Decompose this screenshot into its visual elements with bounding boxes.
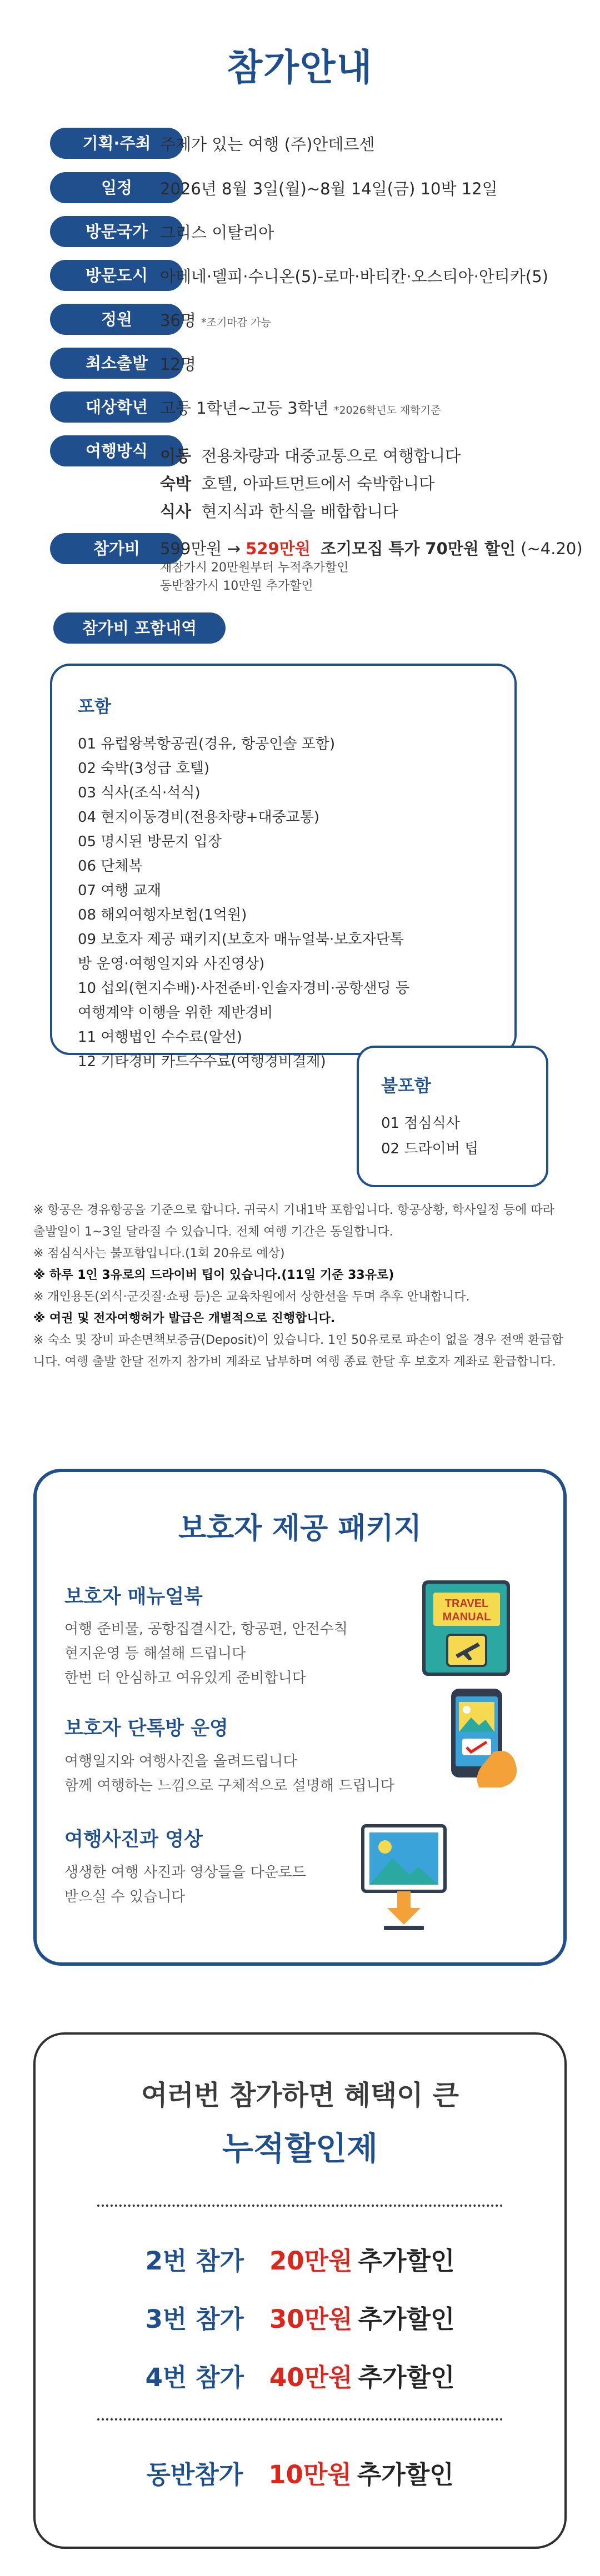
value-min-departure: 12명: [160, 355, 196, 374]
travel-manual-book-icon: [417, 1576, 517, 1679]
discount-row-tail: 추가할인: [357, 2460, 454, 2489]
label-schedule: 일정: [50, 172, 183, 203]
fee-promo: 조기모집 특가 70만원 할인: [321, 539, 516, 558]
note-pocket-money: ※ 개인용돈(외식·군것질·쇼핑 등)은 교육차원에서 상한선을 두며 추후 안내합니다.: [33, 1290, 470, 1304]
list-item: 05 명시된 방문지 입장: [78, 833, 222, 850]
list-item: 03 식사(조식·석식): [78, 785, 201, 801]
capacity-note: *조기마감 가능: [201, 317, 271, 329]
list-item: 12 기타경비 카드수수료(여행경비결제): [78, 1053, 326, 1070]
smartphone-chat-icon: [440, 1685, 523, 1791]
discount-row-tail: 추가할인: [358, 2363, 455, 2392]
package-text-manual: [64, 1617, 348, 1690]
mode-move-key: 이동: [160, 446, 192, 465]
discount-row-tail: 추가할인: [358, 2304, 455, 2334]
discount-row: [0, 2241, 600, 2277]
fee-sub-repeat: 재참가시 20만원부터 누적추가할인: [160, 561, 349, 575]
excluded-title: 불포함: [381, 1076, 431, 1096]
label-capacity: 정원: [50, 304, 183, 335]
text-line: 현지운영 등 해설해 드립니다: [64, 1645, 246, 1662]
grade-note: *2026학년도 재학기준: [333, 404, 441, 416]
discount-row-label: 3번 참가: [145, 2304, 244, 2334]
discount-row-label: 2번 참가: [145, 2246, 244, 2276]
fee-arrow: →: [227, 539, 241, 558]
package-heading-manual: 보호자 매뉴얼북: [64, 1586, 203, 1608]
mode-move-value: 전용차량과 대중교통으로 여행합니다: [201, 446, 461, 465]
discount-row: [0, 2299, 600, 2335]
list-item: 02 드라이버 팁: [381, 1141, 479, 1157]
discount-row-label: 동반참가: [146, 2460, 243, 2489]
discount-row-amount: 10만원: [268, 2460, 352, 2489]
label-organizer: 기획·주최: [50, 128, 183, 159]
label-country: 방문국가: [50, 216, 183, 247]
discount-row-label: 4번 참가: [145, 2363, 244, 2392]
divider: [97, 2418, 503, 2421]
fee-sub-companion: 동반참가시 10만원 추가할인: [160, 579, 313, 594]
value-grade: [160, 398, 441, 418]
discount-row-amount: 20만원: [269, 2246, 353, 2276]
fee-new-price: 529만원: [246, 539, 311, 558]
list-item: 08 해외여행자보험(1억원): [78, 907, 247, 923]
package-title: 보호자 제공 패키지: [178, 1512, 422, 1545]
list-item: 04 현지이동경비(전용차량+대중교통): [78, 809, 320, 826]
list-item: 01 점심식사: [381, 1115, 460, 1132]
divider: [97, 2205, 503, 2207]
fee-promo-period: (~4.20): [521, 539, 583, 558]
list-item: 09 보호자 제공 패키지(보호자 매뉴얼북·보호자단톡방 운영·여행일지와 사진영상): [78, 931, 404, 972]
value-fee: [160, 539, 583, 595]
note-passport: ※ 여권 및 전자여행허가 발급은 개별적으로 진행합니다.: [33, 1312, 336, 1325]
label-fee: 참가비: [50, 533, 183, 564]
package-text-photos: [64, 1860, 306, 1909]
value-country: 그리스 이탈리아: [160, 223, 274, 242]
list-item: 07 여행 교재: [78, 882, 162, 899]
text-line: 여행일지와 여행사진을 올려드립니다: [64, 1753, 297, 1770]
mode-stay-key: 숙박: [160, 474, 192, 493]
value-schedule: 2026년 8월 3일(월)~8월 14일(금) 10박 12일: [160, 179, 498, 198]
text-line: 여행 준비물, 공항집결시간, 항공편, 안전수칙: [64, 1621, 348, 1638]
grade-text: 고등 1학년~고등 3학년: [160, 399, 329, 418]
package-heading-chat: 보호자 단톡방 운영: [64, 1718, 228, 1740]
list-item: 06 단체복: [78, 858, 143, 875]
label-min-departure: 최소출발: [50, 348, 183, 379]
included-list: [78, 732, 500, 1074]
manual-icon-text-1: TRAVEL: [444, 1598, 489, 1610]
package-text-chat: [64, 1749, 394, 1798]
value-capacity: [160, 310, 271, 330]
text-line: 한번 더 안심하고 여유있게 준비합니다: [64, 1670, 306, 1686]
label-travel-mode: 여행방식: [50, 435, 183, 466]
discount-row-amount: 30만원: [269, 2304, 353, 2334]
value-travel-mode: [160, 442, 461, 525]
notes: [33, 1199, 567, 1373]
photo-download-icon: [358, 1821, 450, 1932]
manual-icon-text-2: MANUAL: [442, 1611, 491, 1623]
discount-title-2: 누적할인제: [222, 2130, 378, 2167]
excluded-list: [381, 1111, 478, 1162]
list-item: 02 숙박(3성급 호텔): [78, 760, 210, 777]
package-heading-photos: 여행사진과 영상: [64, 1829, 203, 1851]
note-deposit: ※ 숙소 및 장비 파손면책보증금(Deposit)이 있습니다. 1인 50유로로 파손이 없을 경우 전액 환급합니다. 여행 출발 한달 전까지 참가비 계좌로 납부하며 여행 종료 한달 후 보호자 계좌로 환급합니다.: [33, 1333, 563, 1369]
note-driver-tip: ※ 하루 1인 3유로의 드라이버 팁이 있습니다.(11일 기준 33유로): [33, 1268, 394, 1282]
discount-row-tail: 추가할인: [358, 2246, 455, 2276]
note-flight: ※ 항공은 경유항공을 기준으로 합니다. 귀국시 기내1박 포함입니다. 항공상황, 학사일정 등에 따라 출발일이 1~3일 달라질 수 있습니다. 전체 여행 기간은 동일합니다.: [33, 1203, 554, 1239]
page-title: 참가안내: [227, 46, 373, 89]
list-item: 01 유럽왕복항공권(경유, 항공인솔 포함): [78, 736, 336, 752]
text-line: 받으실 수 있습니다: [64, 1889, 186, 1905]
note-lunch: ※ 점심식사는 불포함입니다.(1회 20유로 예상): [33, 1247, 285, 1261]
list-item: 11 여행법인 수수료(알선): [78, 1029, 242, 1046]
value-organizer: 주제가 있는 여행 (주)안데르센: [160, 135, 375, 154]
fee-old-price: 599만원: [160, 539, 222, 558]
discount-title-1: 여러번 참가하면 혜택이 큰: [141, 2080, 459, 2111]
mode-meal-key: 식사: [160, 502, 192, 521]
capacity-text: 36명: [160, 311, 196, 330]
label-grade: 대상학년: [50, 391, 183, 423]
discount-row: [0, 2454, 600, 2490]
included-tab: 참가비 포함내역: [53, 612, 226, 644]
text-line: 생생한 여행 사진과 영상들을 다운로드: [64, 1864, 306, 1881]
label-cities: 방문도시: [50, 260, 183, 291]
mode-meal-value: 현지식과 한식을 배합합니다: [201, 502, 399, 521]
discount-row-amount: 40만원: [269, 2363, 353, 2392]
text-line: 함께 여행하는 느낌으로 구체적으로 설명해 드립니다: [64, 1777, 394, 1794]
value-cities: 아테네·델피·수니온(5)-로마·바티칸·오스티아·안티카(5): [160, 267, 548, 286]
included-title: 포함: [78, 697, 111, 717]
discount-row: [0, 2357, 600, 2393]
list-item: 10 섭외(현지수배)·사전준비·인솔자경비·공항샌딩 등 여행계약 이행을 위한 제반경비: [78, 980, 410, 1021]
mode-stay-value: 호텔, 아파트먼트에서 숙박합니다: [201, 474, 435, 493]
